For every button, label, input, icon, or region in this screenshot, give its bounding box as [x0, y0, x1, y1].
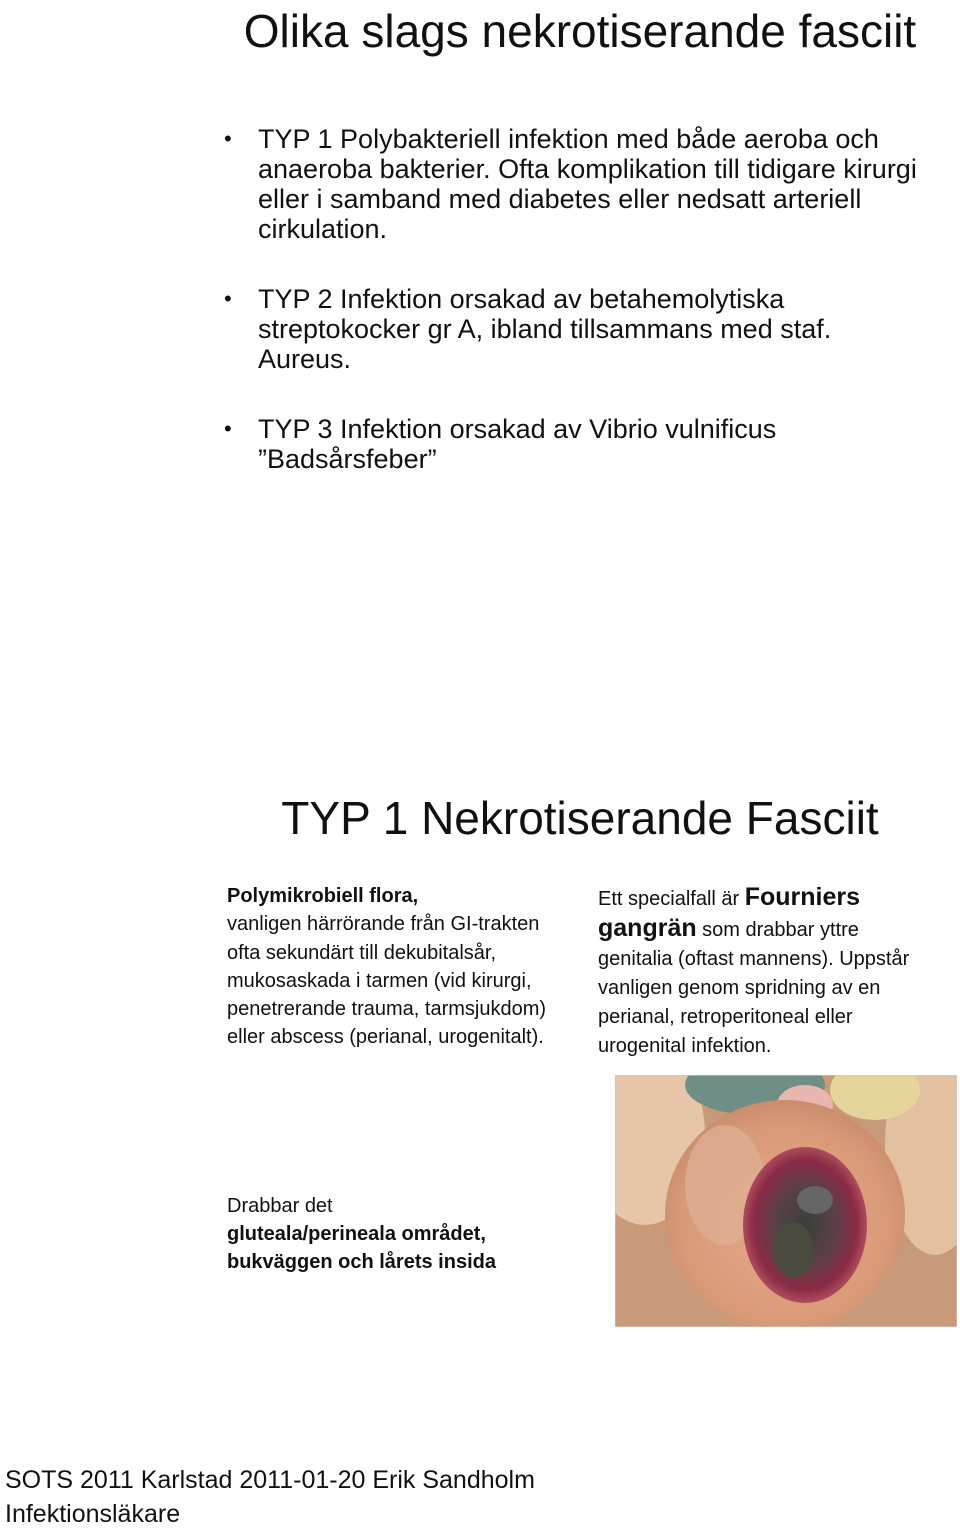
bullet-text: TYP 3 Infektion orsakad av Vibrio vulnificus ”Badsårsfeber”: [258, 414, 777, 474]
bullet-dot-icon: •: [224, 126, 232, 151]
slide-title: Olika slags nekrotiserande fasciit: [243, 5, 917, 57]
footer-text: SOTS 2011 Karlstad 2011-01-20 Erik Sandholm Infektionsläkare: [5, 1466, 535, 1528]
right-bold-term: Fourniers gangrän: [598, 883, 861, 942]
bullet-text: TYP 2 Infektion orsakad av betahemolytiska streptokocker gr A, ibland tillsammans med staf. Aureus.: [258, 284, 832, 374]
bullet-item: [224, 284, 924, 374]
affected-area-bold: gluteala/perineala området, bukväggen och lårets insida: [227, 1223, 496, 1273]
right-prefix: Ett specialfall är: [598, 888, 745, 910]
clinical-photo: [615, 1075, 957, 1327]
bullet-list: [224, 124, 924, 514]
bullet-dot-icon: •: [224, 286, 232, 311]
bullet-item: [224, 414, 924, 474]
affected-area-label: Drabbar det: [227, 1195, 333, 1217]
left-body-text: vanligen härrörande från GI-trakten ofta sekundärt till dekubitalsår, mukosaskada i tarmen (vid kirurgi, penetrerande trauma, tarmsjukdom) eller abscess (perianal, urogenitalt).: [227, 913, 547, 1049]
bullet-dot-icon: •: [224, 416, 232, 441]
bullet-item: [224, 124, 924, 244]
left-bold-heading: Polymikrobiell flora,: [227, 885, 419, 907]
left-column-text: [227, 882, 547, 1052]
right-column-text: [598, 883, 918, 1083]
right-body-text: som drabbar yttre genitalia (oftast mannens). Uppstår vanligen genom spridning av en perianal, retroperitoneal eller urogenital infektion.: [598, 919, 910, 1057]
affected-area-text: [227, 1192, 567, 1276]
section-title: TYP 1 Nekrotiserande Fasciit: [281, 792, 879, 844]
bullet-text: TYP 1 Polybakteriell infektion med både aeroba och anaeroba bakterier. Ofta komplikation till tidigare kirurgi eller i samband med diabetes eller nedsatt arteriell cirkulation.: [258, 124, 917, 244]
